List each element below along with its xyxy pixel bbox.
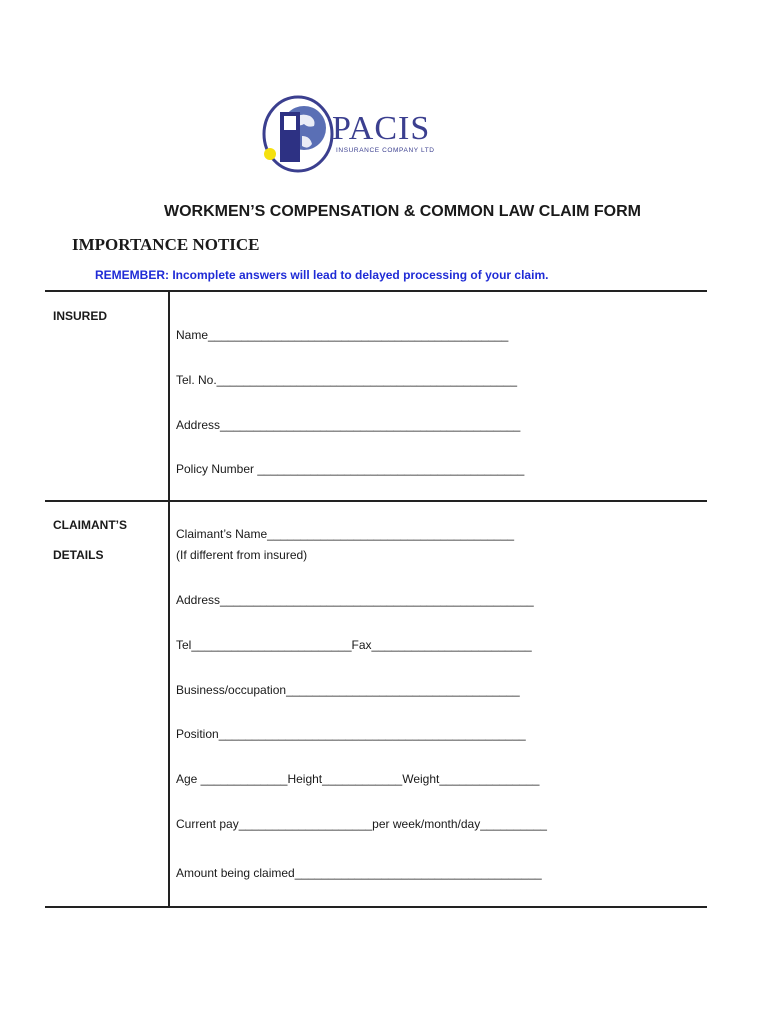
notice-heading: IMPORTANCE NOTICE <box>72 235 260 254</box>
table-top-rule <box>45 290 707 292</box>
logo-wordmark: PACIS <box>332 110 431 147</box>
globe-logo-icon <box>258 92 338 176</box>
claimant-age-height-weight-field[interactable]: Age _____________Height____________Weight_______________ <box>176 772 540 786</box>
claimant-section-label-line2: DETAILS <box>53 548 104 562</box>
claimant-amount-claimed-field[interactable]: Amount being claimed_____________________________________ <box>176 866 542 880</box>
claimant-section-label: CLAIMANT’S <box>53 518 127 532</box>
claimant-name-field[interactable]: Claimant’s Name_____________________________________ <box>176 527 515 541</box>
claimant-address-field[interactable]: Address_______________________________________________ <box>176 593 534 607</box>
company-logo <box>258 92 438 176</box>
logo-subtitle: INSURANCE COMPANY LTD <box>336 147 435 154</box>
notice-text: REMEMBER: Incomplete answers will lead to delayed processing of your claim. <box>95 268 549 282</box>
column-divider <box>168 291 170 908</box>
insured-tel-field[interactable]: Tel. No._____________________________________________ <box>176 373 518 387</box>
claimant-current-pay-field[interactable]: Current pay____________________per week/month/day__________ <box>176 817 547 831</box>
insured-section-label: INSURED <box>53 309 108 323</box>
claimant-name-note: (If different from insured) <box>176 548 308 562</box>
table-bottom-rule <box>45 906 707 908</box>
claimant-position-field[interactable]: Position______________________________________________ <box>176 727 526 741</box>
section-divider <box>45 500 707 502</box>
insured-name-field[interactable]: Name_____________________________________________ <box>176 328 509 342</box>
insured-address-field[interactable]: Address_____________________________________________ <box>176 418 521 432</box>
claimant-tel-fax-field[interactable]: Tel________________________Fax________________________ <box>176 638 532 652</box>
form-title: WORKMEN’S COMPENSATION & COMMON LAW CLAIM FORM <box>164 203 641 220</box>
claimant-occupation-field[interactable]: Business/occupation___________________________________ <box>176 683 520 697</box>
insured-policy-number-field[interactable]: Policy Number ________________________________________ <box>176 462 525 476</box>
